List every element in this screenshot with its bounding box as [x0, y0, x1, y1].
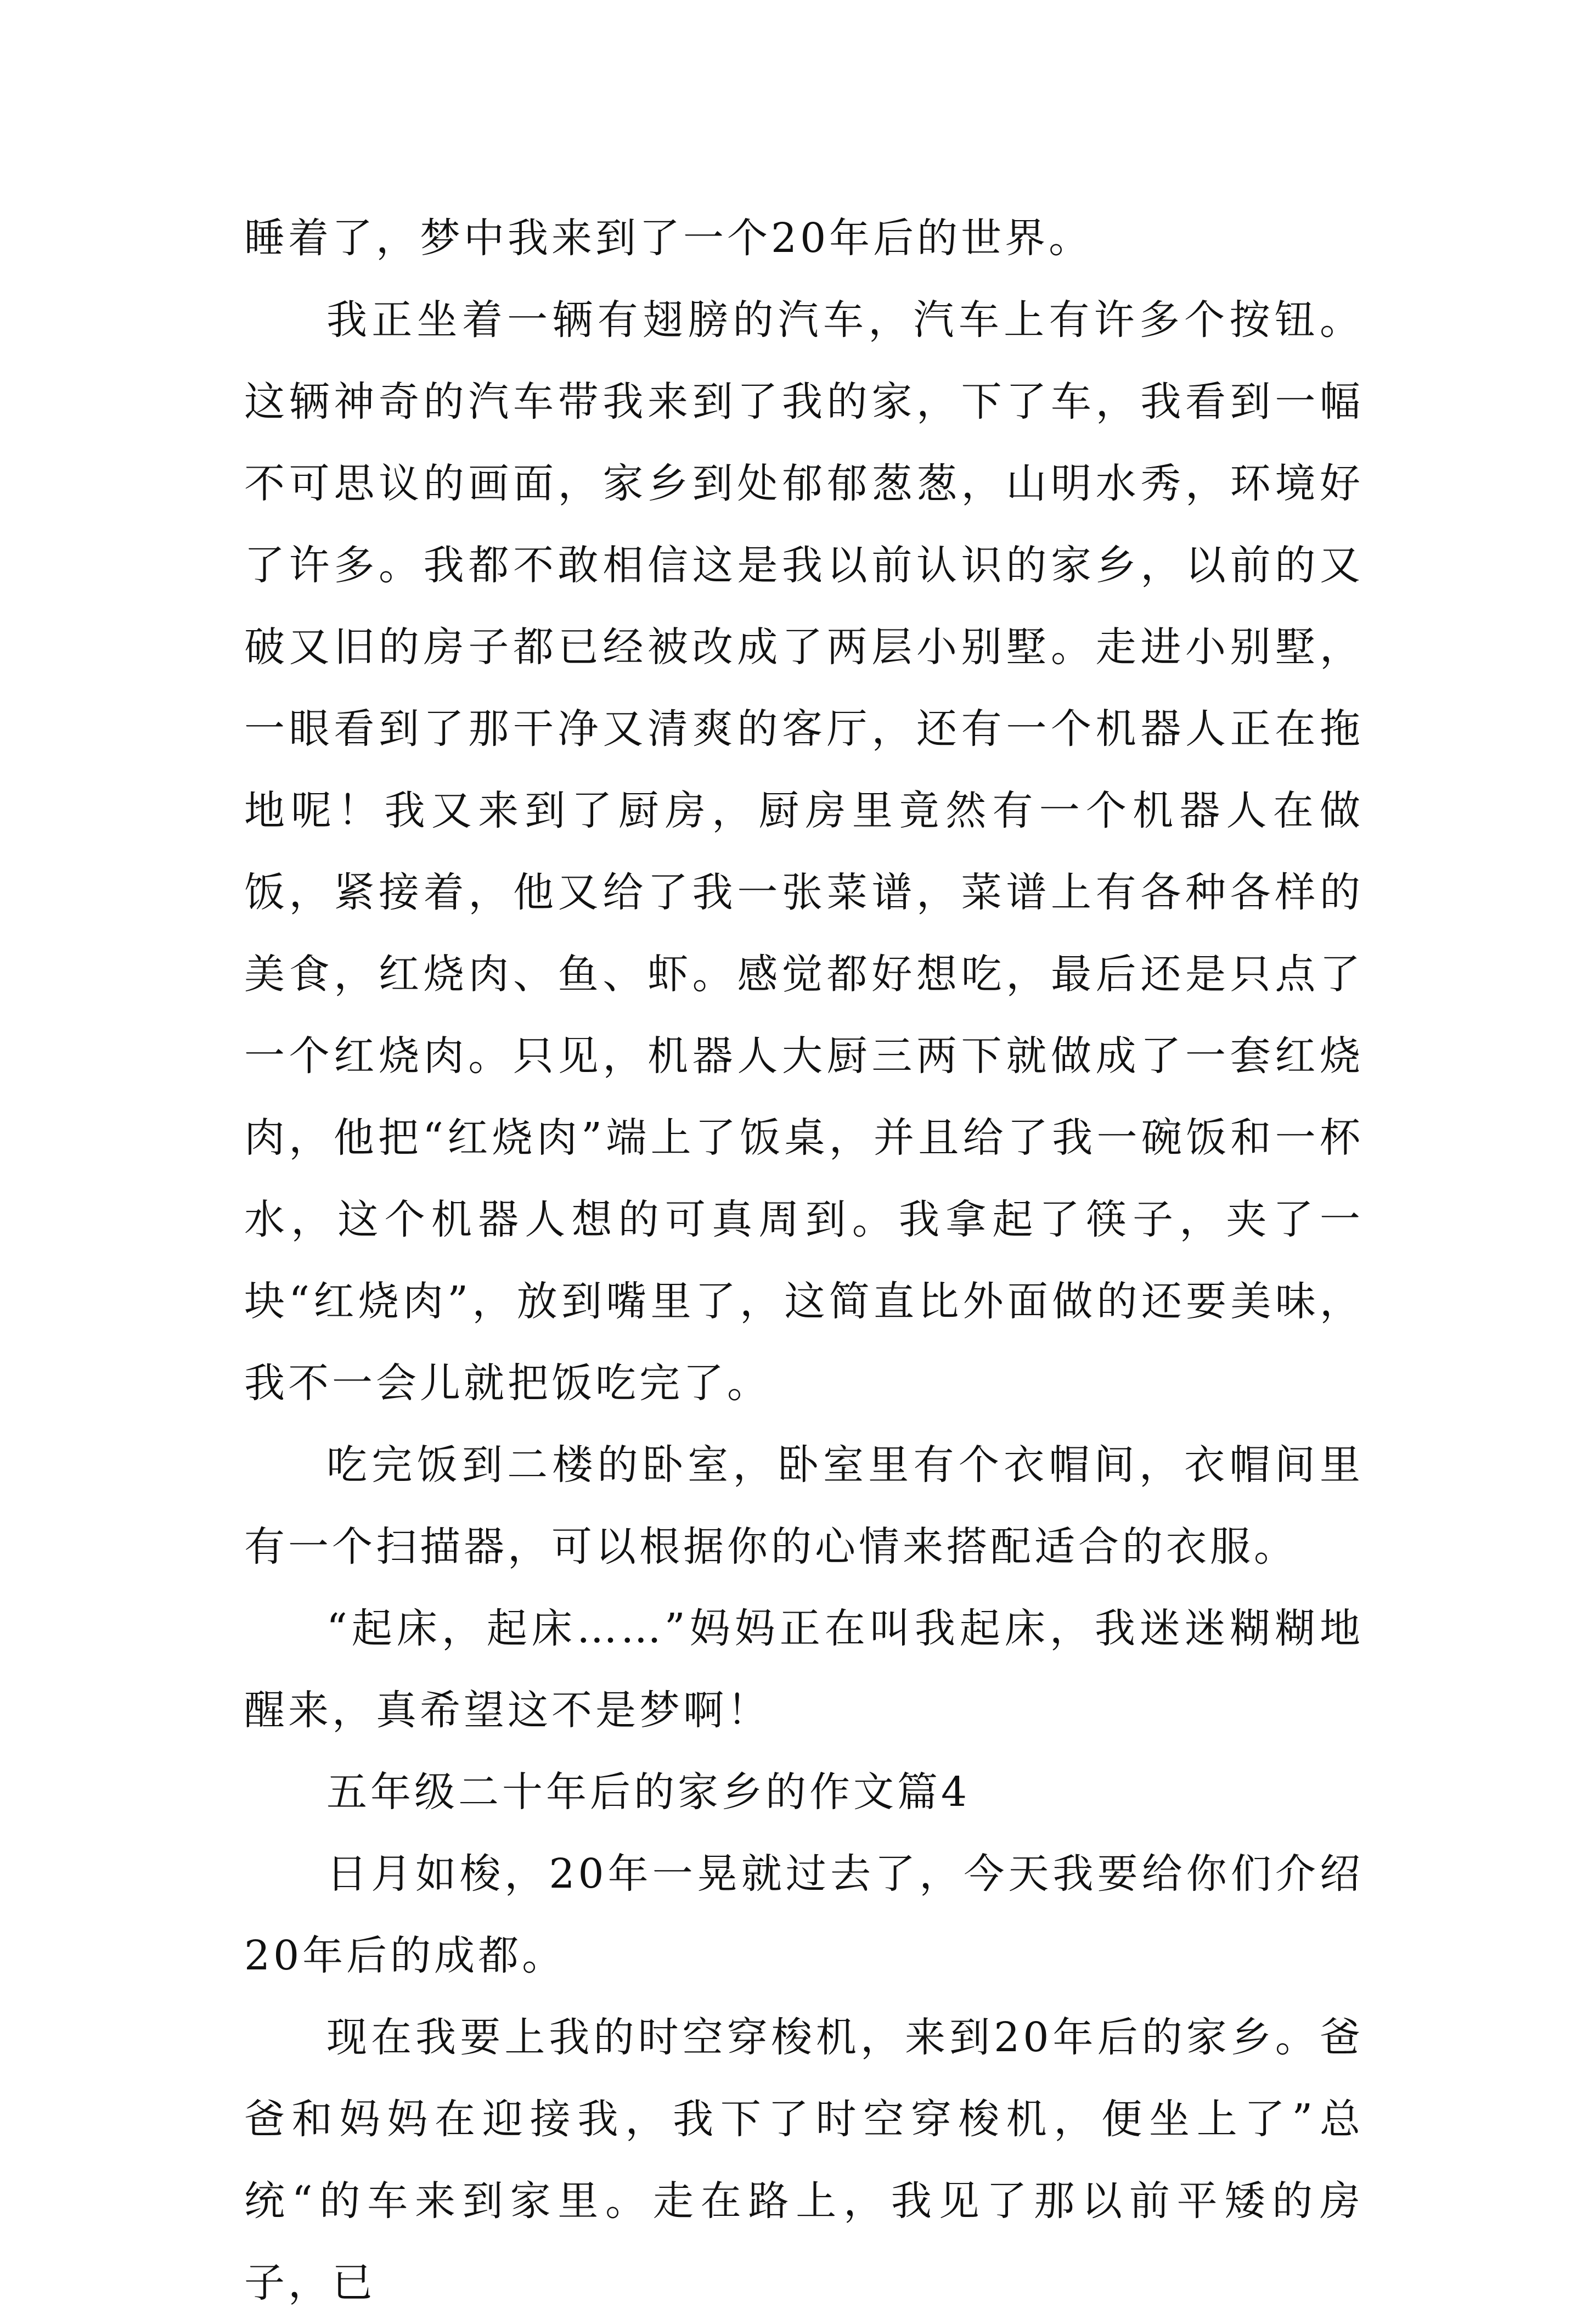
paragraph-continuation: 睡着了，梦中我来到了一个20年后的世界。: [244, 215, 1093, 262]
paragraph-intro-chengdu: 日月如梭，20年一晃就过去了，今天我要给你们介绍20年后的成都。: [244, 1850, 1364, 1979]
paragraph-bedroom: 吃完饭到二楼的卧室，卧室里有个衣帽间，衣帽间里有一个扫描器，可以根据你的心情来搭配适合的衣服。: [244, 1441, 1364, 1570]
essay-title-4: 五年级二十年后的家乡的作文篇4: [326, 1769, 971, 1816]
paragraph-time-machine: 现在我要上我的时空穿梭机，来到20年后的家乡。爸爸和妈妈在迎接我，我下了时空穿梭机，便坐上了”总统“的车来到家里。走在路上，我见了那以前平矮的房子，已: [244, 2014, 1364, 2306]
essay-text: [244, 198, 1364, 2324]
paragraph-flying-car: 我正坐着一辆有翅膀的汽车，汽车上有许多个按钮。这辆神奇的汽车带我来到了我的家，下了车，我看到一幅不可思议的画面，家乡到处郁郁葱葱，山明水秀，环境好了许多。我都不敢相信这是我以前认识的家乡，以前的又破又旧的房子都已经被改成了两层小别墅。走进小别墅，一眼看到了那干净又清爽的客厅，还有一个机器人正在拖地呢！我又来到了厨房，厨房里竟然有一个机器人在做饭，紧接着，他又给了我一张菜谱，菜谱上有各种各样的美食，红烧肉、鱼、虾。感觉都好想吃，最后还是只点了一个红烧肉。只见，机器人大厨三两下就做成了一套红烧肉，他把“红烧肉”端上了饭桌，并且给了我一碗饭和一杯水，这个机器人想的可真周到。我拿起了筷子，夹了一块“红烧肉”，放到嘴里了，这简直比外面做的还要美味，我不一会儿就把饭吃完了。: [244, 296, 1364, 1407]
paragraph-wake-up: “起床，起床……”妈妈正在叫我起床，我迷迷糊糊地醒来，真希望这不是梦啊！: [244, 1605, 1364, 1734]
